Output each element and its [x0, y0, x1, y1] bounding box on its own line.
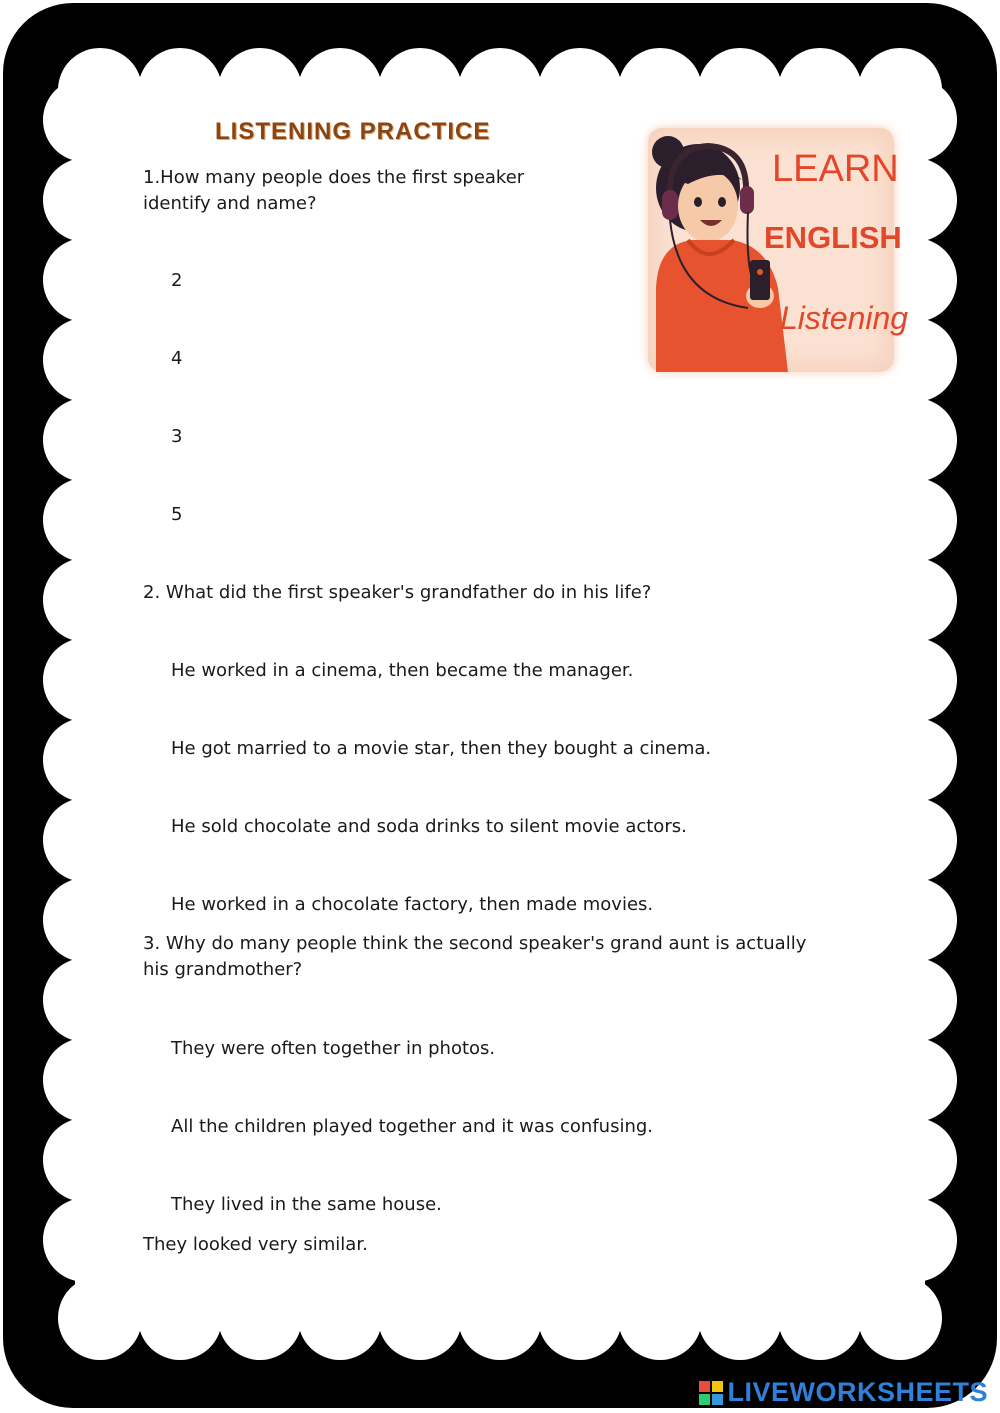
question-2: 2. What did the first speaker's grandfather do in his life? [143, 582, 652, 603]
badge-english-text: ENGLISH [764, 220, 902, 255]
q3-option-2[interactable]: All the children played together and it was confusing. [171, 1116, 654, 1137]
badge-learn-text: LEARN [772, 148, 899, 190]
q2-option-4[interactable]: He worked in a chocolate factory, then made movies. [171, 894, 654, 915]
q3-option-1[interactable]: They were often together in photos. [171, 1038, 496, 1059]
question-3: 3. Why do many people think the second speaker's grand aunt is actually his grandmother? [143, 933, 807, 980]
liveworksheets-logo-icon [699, 1381, 723, 1405]
brand-text: LIVEWORKSHEETS [727, 1377, 988, 1407]
q1-option-2[interactable]: 4 [171, 348, 183, 369]
learn-english-listening-illustration [648, 128, 909, 372]
q1-option-3[interactable]: 3 [171, 426, 183, 447]
q1-option-1[interactable]: 2 [171, 270, 183, 291]
page-title: LISTENING PRACTICE [215, 118, 491, 145]
q3-option-4[interactable]: They looked very similar. [143, 1234, 368, 1255]
liveworksheets-brand[interactable] [699, 1377, 988, 1408]
q2-option-2[interactable]: He got married to a movie star, then they bought a cinema. [171, 738, 712, 759]
q3-option-3[interactable]: They lived in the same house. [171, 1194, 442, 1215]
question-1: 1.How many people does the first speaker identify and name? [143, 167, 525, 214]
q2-option-3[interactable]: He sold chocolate and soda drinks to silent movie actors. [171, 816, 687, 837]
q2-option-1[interactable]: He worked in a cinema, then became the manager. [171, 660, 634, 681]
q1-option-4[interactable]: 5 [171, 504, 183, 525]
badge-listening-text: Listening [780, 300, 909, 336]
